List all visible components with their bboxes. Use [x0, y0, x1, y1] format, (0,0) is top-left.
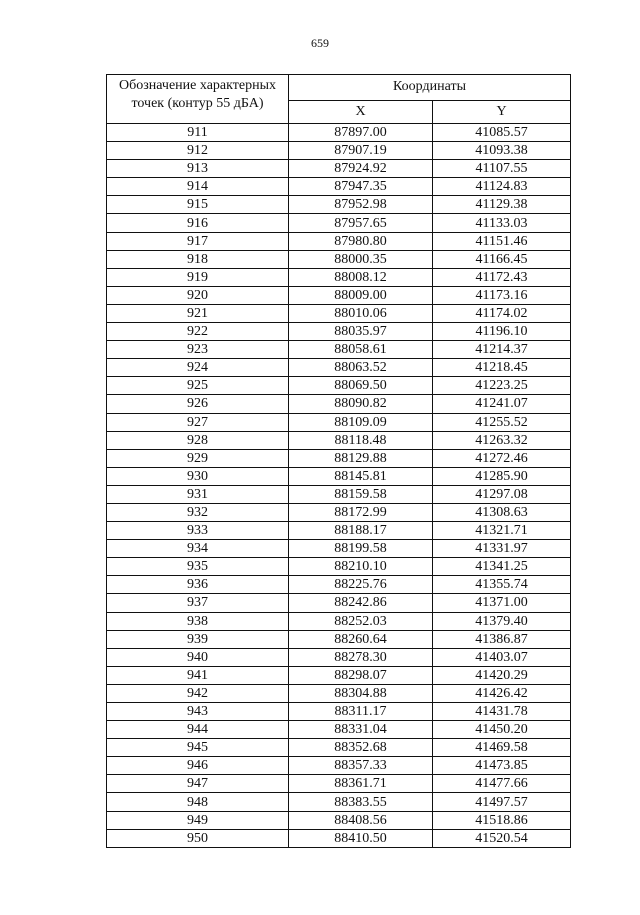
page-number: 659	[311, 36, 329, 50]
x-coordinate-cell: 88331.04	[289, 721, 433, 739]
point-cell: 942	[107, 684, 289, 702]
x-coordinate-cell: 88383.55	[289, 793, 433, 811]
point-cell: 930	[107, 467, 289, 485]
y-coordinate-cell: 41214.37	[433, 341, 571, 359]
x-coordinate-cell: 88260.64	[289, 630, 433, 648]
x-coordinate-cell: 88069.50	[289, 377, 433, 395]
x-column-header: X	[289, 100, 433, 123]
point-cell: 922	[107, 323, 289, 341]
x-coordinate-cell: 87952.98	[289, 196, 433, 214]
y-coordinate-cell: 41124.83	[433, 178, 571, 196]
point-cell: 950	[107, 829, 289, 847]
y-column-header: Y	[433, 100, 571, 123]
coordinates-table	[106, 74, 571, 848]
table-row	[107, 178, 571, 196]
table-row	[107, 413, 571, 431]
y-coordinate-cell: 41263.32	[433, 431, 571, 449]
point-cell: 938	[107, 612, 289, 630]
table-row	[107, 196, 571, 214]
y-coordinate-cell: 41085.57	[433, 124, 571, 142]
point-cell: 926	[107, 395, 289, 413]
y-coordinate-cell: 41218.45	[433, 359, 571, 377]
y-coordinate-cell: 41497.57	[433, 793, 571, 811]
y-coordinate-cell: 41403.07	[433, 648, 571, 666]
point-cell: 913	[107, 160, 289, 178]
x-coordinate-cell: 88278.30	[289, 648, 433, 666]
y-coordinate-cell: 41420.29	[433, 666, 571, 684]
table-row	[107, 666, 571, 684]
table-row	[107, 684, 571, 702]
x-coordinate-cell: 88109.09	[289, 413, 433, 431]
x-coordinate-cell: 87907.19	[289, 142, 433, 160]
point-cell: 929	[107, 449, 289, 467]
table-row	[107, 811, 571, 829]
x-coordinate-cell: 88009.00	[289, 286, 433, 304]
table-row	[107, 576, 571, 594]
x-coordinate-cell: 87897.00	[289, 124, 433, 142]
table-row	[107, 232, 571, 250]
x-coordinate-cell: 88361.71	[289, 775, 433, 793]
x-coordinate-cell: 88357.33	[289, 757, 433, 775]
x-coordinate-cell: 88188.17	[289, 522, 433, 540]
point-cell: 915	[107, 196, 289, 214]
table-row	[107, 142, 571, 160]
y-coordinate-cell: 41469.58	[433, 739, 571, 757]
x-coordinate-cell: 88159.58	[289, 485, 433, 503]
table-row	[107, 503, 571, 521]
coordinates-header: Координаты	[289, 75, 571, 101]
x-coordinate-cell: 88118.48	[289, 431, 433, 449]
point-cell: 940	[107, 648, 289, 666]
table-row	[107, 775, 571, 793]
point-cell: 927	[107, 413, 289, 431]
y-coordinate-cell: 41308.63	[433, 503, 571, 521]
point-cell: 936	[107, 576, 289, 594]
y-coordinate-cell: 41426.42	[433, 684, 571, 702]
x-coordinate-cell: 88298.07	[289, 666, 433, 684]
point-cell: 934	[107, 540, 289, 558]
x-coordinate-cell: 87980.80	[289, 232, 433, 250]
table-row	[107, 721, 571, 739]
point-cell: 946	[107, 757, 289, 775]
x-coordinate-cell: 88090.82	[289, 395, 433, 413]
y-coordinate-cell: 41321.71	[433, 522, 571, 540]
x-coordinate-cell: 88008.12	[289, 268, 433, 286]
y-coordinate-cell: 41355.74	[433, 576, 571, 594]
point-cell: 924	[107, 359, 289, 377]
point-cell: 916	[107, 214, 289, 232]
table-row	[107, 703, 571, 721]
x-coordinate-cell: 87947.35	[289, 178, 433, 196]
point-cell: 937	[107, 594, 289, 612]
x-coordinate-cell: 87957.65	[289, 214, 433, 232]
y-coordinate-cell: 41371.00	[433, 594, 571, 612]
table-row	[107, 594, 571, 612]
y-coordinate-cell: 41174.02	[433, 304, 571, 322]
x-coordinate-cell: 88210.10	[289, 558, 433, 576]
y-coordinate-cell: 41431.78	[433, 703, 571, 721]
y-coordinate-cell: 41107.55	[433, 160, 571, 178]
y-coordinate-cell: 41093.38	[433, 142, 571, 160]
y-coordinate-cell: 41255.52	[433, 413, 571, 431]
table-row	[107, 359, 571, 377]
x-coordinate-cell: 88410.50	[289, 829, 433, 847]
y-coordinate-cell: 41129.38	[433, 196, 571, 214]
table-row	[107, 341, 571, 359]
x-coordinate-cell: 88063.52	[289, 359, 433, 377]
point-cell: 932	[107, 503, 289, 521]
table-row	[107, 757, 571, 775]
table-row	[107, 612, 571, 630]
point-cell: 925	[107, 377, 289, 395]
point-cell: 914	[107, 178, 289, 196]
y-coordinate-cell: 41133.03	[433, 214, 571, 232]
point-cell: 912	[107, 142, 289, 160]
x-coordinate-cell: 88242.86	[289, 594, 433, 612]
table-row	[107, 829, 571, 847]
y-coordinate-cell: 41151.46	[433, 232, 571, 250]
table-row	[107, 160, 571, 178]
y-coordinate-cell: 41341.25	[433, 558, 571, 576]
point-cell: 920	[107, 286, 289, 304]
point-cell: 947	[107, 775, 289, 793]
point-cell: 944	[107, 721, 289, 739]
point-cell: 945	[107, 739, 289, 757]
y-coordinate-cell: 41386.87	[433, 630, 571, 648]
table-header	[107, 75, 571, 124]
x-coordinate-cell: 88129.88	[289, 449, 433, 467]
table-row	[107, 304, 571, 322]
y-coordinate-cell: 41477.66	[433, 775, 571, 793]
x-coordinate-cell: 88058.61	[289, 341, 433, 359]
x-coordinate-cell: 88408.56	[289, 811, 433, 829]
x-coordinate-cell: 88010.06	[289, 304, 433, 322]
x-coordinate-cell: 88304.88	[289, 684, 433, 702]
point-cell: 933	[107, 522, 289, 540]
table-row	[107, 268, 571, 286]
point-cell: 919	[107, 268, 289, 286]
y-coordinate-cell: 41172.43	[433, 268, 571, 286]
table-row	[107, 431, 571, 449]
y-coordinate-cell: 41166.45	[433, 250, 571, 268]
y-coordinate-cell: 41223.25	[433, 377, 571, 395]
table-row	[107, 250, 571, 268]
point-cell: 943	[107, 703, 289, 721]
y-coordinate-cell: 41241.07	[433, 395, 571, 413]
x-coordinate-cell: 87924.92	[289, 160, 433, 178]
point-cell: 948	[107, 793, 289, 811]
y-coordinate-cell: 41450.20	[433, 721, 571, 739]
y-coordinate-cell: 41196.10	[433, 323, 571, 341]
point-cell: 935	[107, 558, 289, 576]
table-row	[107, 286, 571, 304]
x-coordinate-cell: 88225.76	[289, 576, 433, 594]
table-row	[107, 630, 571, 648]
point-cell: 949	[107, 811, 289, 829]
x-coordinate-cell: 88172.99	[289, 503, 433, 521]
y-coordinate-cell: 41297.08	[433, 485, 571, 503]
table-row	[107, 648, 571, 666]
point-cell: 931	[107, 485, 289, 503]
table-row	[107, 323, 571, 341]
x-coordinate-cell: 88199.58	[289, 540, 433, 558]
y-coordinate-cell: 41173.16	[433, 286, 571, 304]
point-cell: 939	[107, 630, 289, 648]
table-row	[107, 558, 571, 576]
y-coordinate-cell: 41518.86	[433, 811, 571, 829]
x-coordinate-cell: 88145.81	[289, 467, 433, 485]
table-row	[107, 522, 571, 540]
table-row	[107, 739, 571, 757]
designation-header: Обозначение характерных точек (контур 55 дБА)	[107, 75, 289, 124]
point-cell: 918	[107, 250, 289, 268]
y-coordinate-cell: 41331.97	[433, 540, 571, 558]
y-coordinate-cell: 41473.85	[433, 757, 571, 775]
y-coordinate-cell: 41272.46	[433, 449, 571, 467]
point-cell: 921	[107, 304, 289, 322]
table-row	[107, 214, 571, 232]
table-row	[107, 395, 571, 413]
table-row	[107, 124, 571, 142]
table-row	[107, 793, 571, 811]
x-coordinate-cell: 88000.35	[289, 250, 433, 268]
point-cell: 923	[107, 341, 289, 359]
point-cell: 911	[107, 124, 289, 142]
point-cell: 928	[107, 431, 289, 449]
table-row	[107, 377, 571, 395]
table-row	[107, 485, 571, 503]
x-coordinate-cell: 88311.17	[289, 703, 433, 721]
table-row	[107, 449, 571, 467]
y-coordinate-cell: 41379.40	[433, 612, 571, 630]
y-coordinate-cell: 41520.54	[433, 829, 571, 847]
point-cell: 941	[107, 666, 289, 684]
x-coordinate-cell: 88035.97	[289, 323, 433, 341]
y-coordinate-cell: 41285.90	[433, 467, 571, 485]
table-row	[107, 540, 571, 558]
table-body	[107, 124, 571, 848]
point-cell: 917	[107, 232, 289, 250]
x-coordinate-cell: 88352.68	[289, 739, 433, 757]
table-row	[107, 467, 571, 485]
x-coordinate-cell: 88252.03	[289, 612, 433, 630]
